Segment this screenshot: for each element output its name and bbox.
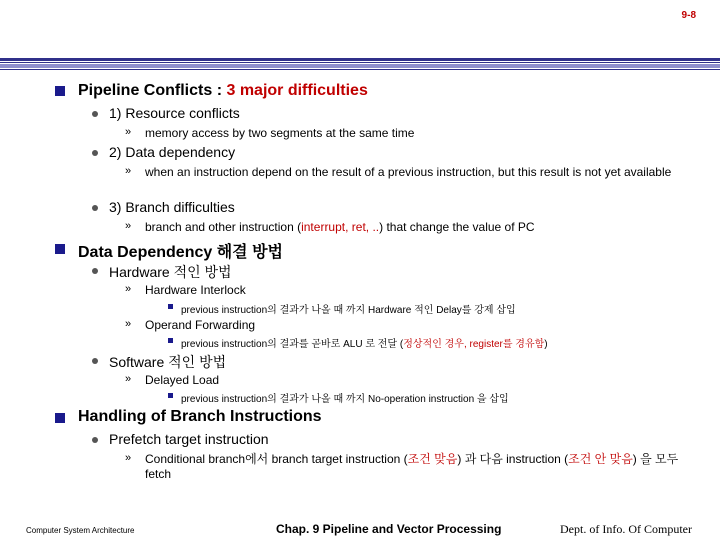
item-data-dependency: 2) Data dependency — [109, 144, 236, 160]
bullet-dot-icon — [92, 111, 98, 117]
item-hardware-method: Hardware 적인 방법 — [109, 264, 232, 280]
bullet-dot-icon — [92, 437, 98, 443]
bullet-dot-icon — [92, 205, 98, 211]
item-hardware-interlock: Hardware Interlock — [145, 283, 246, 297]
bullet-chevron-icon: » — [125, 220, 132, 232]
item-resource-conflicts: 1) Resource conflicts — [109, 105, 240, 121]
header-stripe — [0, 64, 720, 68]
header-bar — [0, 0, 720, 56]
header-stripe — [0, 69, 720, 70]
bullet-chevron-icon: » — [125, 318, 132, 330]
bullet-dot-icon — [92, 358, 98, 364]
item-resource-conflicts-detail: memory access by two segments at the same time — [145, 126, 415, 140]
bullet-chevron-icon: » — [125, 452, 132, 464]
slide-number: 9-8 — [681, 10, 696, 21]
item-operand-forwarding-detail: previous instruction의 결과를 곧바로 ALU 로 전달 (정상적인 경우, register를 경유함) — [181, 339, 548, 350]
bullet-square-icon — [55, 86, 65, 96]
footer-course: Computer System Architecture — [26, 526, 135, 535]
bullet-chevron-icon: » — [125, 373, 132, 385]
bullet-square-icon — [55, 244, 65, 254]
bullet-dot-icon — [92, 268, 98, 274]
bullet-small-square-icon — [168, 338, 173, 343]
item-conditional-branch: Conditional branch에서 branch target instruction (조건 맞음) 과 다음 instruction (조건 안 맞음) 을 모두 fetch — [145, 452, 679, 481]
header-stripe — [0, 58, 720, 61]
bullet-square-icon — [55, 413, 65, 423]
item-operand-forwarding: Operand Forwarding — [145, 318, 256, 332]
bullet-small-square-icon — [168, 304, 173, 309]
item-hardware-interlock-detail: previous instruction의 결과가 나올 때 까지 Hardware 적인 Delay를 강제 삽입 — [181, 305, 516, 316]
bullet-chevron-icon: » — [125, 126, 132, 138]
bullet-dot-icon — [92, 150, 98, 156]
section-title-data-dependency: Data Dependency 해결 방법 — [78, 244, 283, 261]
bullet-chevron-icon: » — [125, 283, 132, 295]
section-title-branch: Handling of Branch Instructions — [78, 408, 322, 425]
bullet-chevron-icon: » — [125, 165, 132, 177]
item-prefetch-target: Prefetch target instruction — [109, 431, 269, 447]
item-branch-difficulties-detail: branch and other instruction (interrupt, ret, ..) that change the value of PC — [145, 220, 535, 234]
item-branch-difficulties: 3) Branch difficulties — [109, 199, 235, 215]
item-software-method: Software 적인 방법 — [109, 354, 227, 370]
bullet-small-square-icon — [168, 393, 173, 398]
footer-department: Dept. of Info. Of Computer — [560, 522, 692, 536]
item-delayed-load: Delayed Load — [145, 373, 220, 387]
header-stripe — [0, 62, 720, 63]
footer-chapter: Chap. 9 Pipeline and Vector Processing — [276, 522, 502, 536]
item-data-dependency-detail: when an instruction depend on the result of a previous instruction, but this result is not yet available — [145, 165, 672, 179]
section-title-conflicts: Pipeline Conflicts : 3 major difficulties — [78, 82, 368, 99]
item-delayed-load-detail: previous instruction의 결과가 나올 때 까지 No-operation instruction 을 삽입 — [181, 394, 509, 405]
